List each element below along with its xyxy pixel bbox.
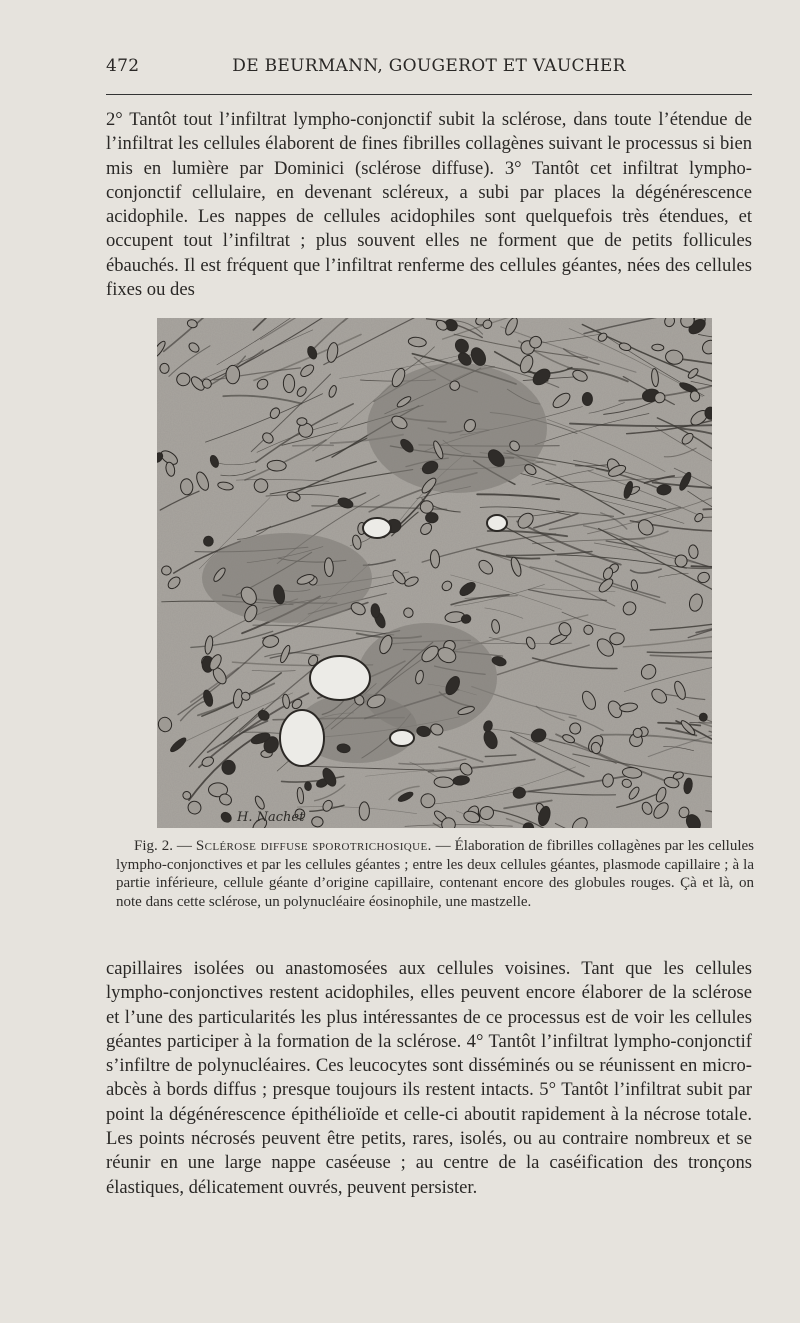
page-number: 472: [106, 56, 140, 76]
figure-signature: H. Nachet: [237, 810, 305, 825]
running-title: DE BEURMANN, GOUGEROT ET VAUCHER: [232, 56, 626, 76]
running-header: [106, 56, 752, 90]
body-paragraph-top: 2° Tantôt tout l’infiltrat lympho-conjonctif subit la sclérose, dans toute l’étendue de l’infiltrat les cellules élaborent de fines fibrilles collagènes suivant le processus si bien mis en lumière par Dominici (sclérose diffuse). 3° Tantôt cet infiltrat lympho-conjonctif cellulaire, en devenant scléreux, a subi par places la dégénérescence acidophile. Les nappes de cellules acidophiles sont quelquefois très étendues, et occupent tout l’infiltrat ; plus souvent elles ne forment que de petits follicules ébauchés. Il est fréquent que l’infiltrat renferme des cellules géantes, nées des cellules fixes ou des: [106, 109, 752, 301]
histology-illustration: [157, 318, 712, 828]
header-rule: [106, 94, 752, 95]
figure-caption: [116, 837, 754, 911]
histology-figure: [157, 318, 712, 828]
caption-title: Sclérose diffuse sporotrichosique.: [195, 838, 432, 854]
caption-text: — Élaboration de fibrilles collagènes par les cellules lympho-conjonctives et par les cellules géantes ; entre les deux cellules géantes, plasmode capillaire ; à la partie inférieure, cellule géante d’origine capillaire, contenant encore des globules rouges. Çà et là, on note dans cette sclérose, un polynucléaire éosinophile, une mastzelle.: [116, 838, 754, 910]
caption-label: Fig. 2. —: [134, 838, 196, 854]
body-paragraph-bottom: capillaires isolées ou anastomosées aux cellules voisines. Tant que les cellules lympho-conjonctives restent acidophiles, elles peuvent encore élaborer de la sclérose et l’une des particularités les plus intéressantes de ce processus est de voir les cellules géantes participer à la formation de la sclérose. 4° Tantôt l’infiltrat lympho-conjonctif s’infiltre de polynucléaires. Ces leucocytes sont disséminés ou se réunissent en micro-abcès à bords diffus ; presque toujours ils restent intacts. 5° Tantôt l’infiltrat subit par point la dégénérescence épithélioïde et celle-ci aboutit rapidement à la nécrose totale. Les points nécrosés peuvent être petits, rares, isolés, ou au contraire nombreux et se réunir en une large nappe caséeuse ; au centre de la caséification des tronçons élastiques, délicatement ouvrés, peuvent persister.: [106, 958, 752, 1198]
